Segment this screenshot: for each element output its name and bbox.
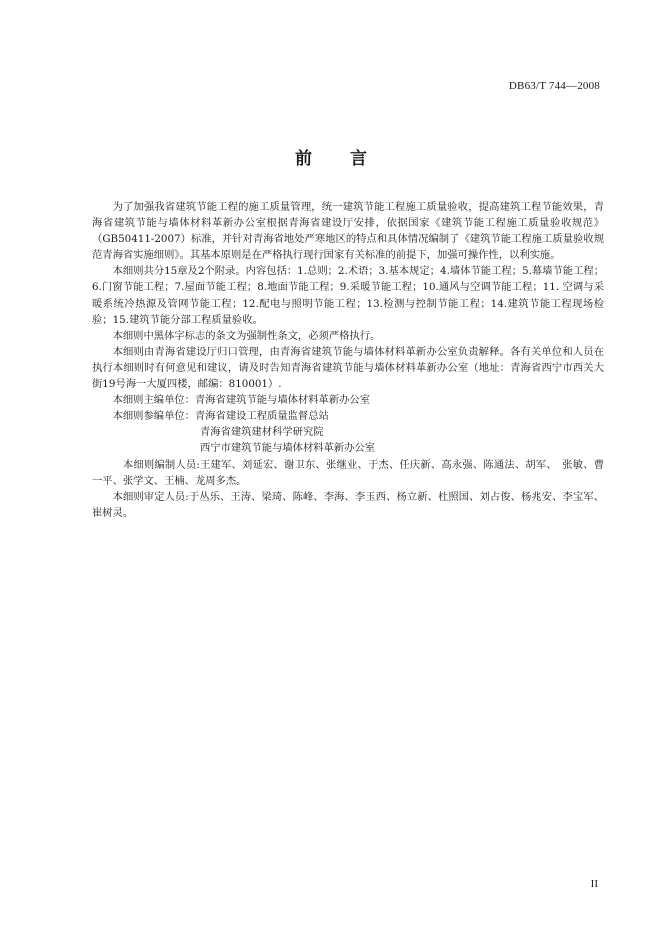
paragraph-management: 本细则由青海省建设厅归口管理，由青海省建筑节能与墙体材料革新办公室负责解释。各有关单位和人员在执行本细则时有何意见和建议，请及时告知青海省建筑节能与墙体材料革新办公室（地址：青海省西宁市西关大街19号海一大厦四楼，邮编：810001）. [92,345,604,391]
participating-unit: 西宁市建筑节能与墙体材料革新办公室 [200,442,376,455]
paragraph-mandatory: 本细则中黑体字标志的条文为强制性条文，必须严格执行。 [112,329,381,342]
editors-list: 本细则编制人员:王建军、刘延宏、谢卫东、张继业、于杰、任庆新、高永强、陈通法、胡军、 张敏、曹一平、张学文、王楠、龙周多杰。 [92,458,604,487]
paragraph-contents: 本细则共分15章及2个附录。内容包括：1.总则；2.术语；3.基本规定；4.墙体节能工程；5.幕墙节能工程；6.门窗节能工程；7.屋面节能工程；8.地面节能工程；9.采暖节能工程；10.通风与空调节能工程；11. 空调与采暖系统冷热源及管网节能工程；12.配电与照明节能工程；13.检测与控制节能工程；14.建筑节能工程现场检验；15.建筑节能分部工程质量验收。 [92,265,604,326]
chief-editing-unit: 本细则主编单位：青海省建筑节能与墙体材料革新办公室 [112,394,371,407]
paragraph-purpose: 为了加强我省建筑节能工程的施工质量管理，统一建筑节能工程施工质量验收，提高建筑工程节能效果，青海省建筑节能与墙体材料革新办公室根据青海省建设厅安排，依据国家《建筑节能工程施工质量验收规范》（GB50411-2007）标准，并针对青海省地处严寒地区的特点和具体情况编制了《建筑节能工程施工质量验收规范青海省实施细则》。其基本原则是在严格执行现行国家有关标准的前提下，加强可操作性，以利实施。 [92,201,604,262]
reviewers-list: 本细则审定人员:于丛乐、王涛、梁琦、陈峰、李海、李玉西、杨立新、杜照国、刘占俊、杨兆安、李宝军、崔树灵。 [92,490,604,519]
preface-body [92,199,604,521]
page-number: II [590,878,598,890]
participating-unit: 青海省建筑建材科学研究院 [200,426,324,439]
document-code: DB63/T 744—2008 [508,80,600,92]
participating-unit: 本细则参编单位：青海省建设工程质量监督总站 [112,410,329,423]
page-title: 前言 [295,149,405,169]
